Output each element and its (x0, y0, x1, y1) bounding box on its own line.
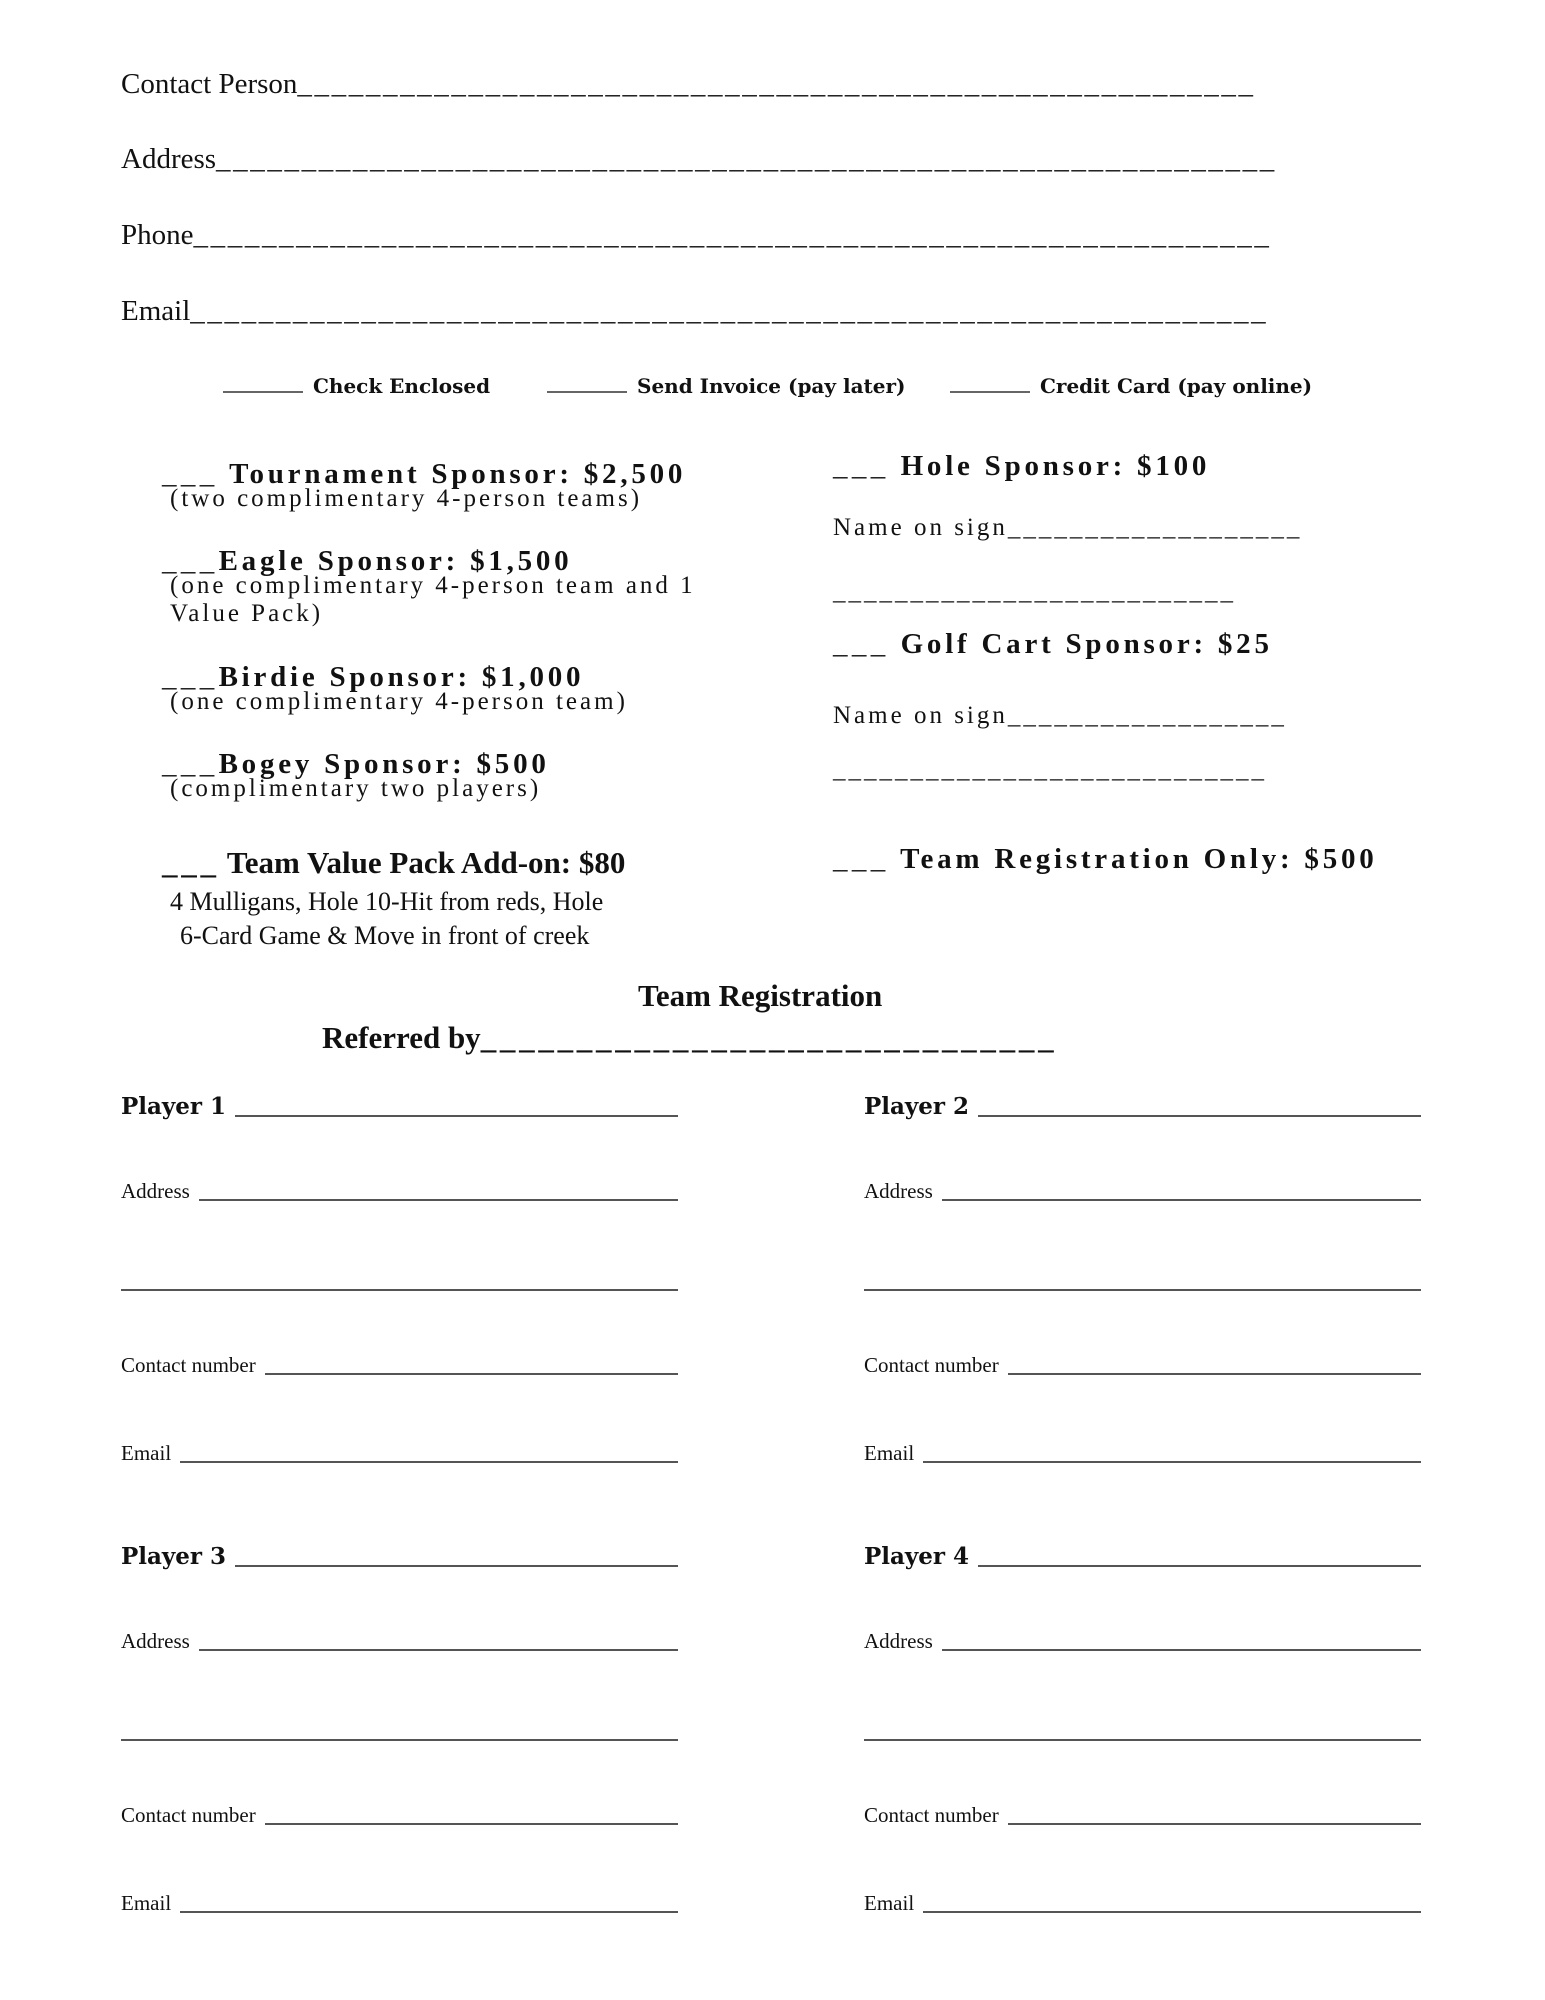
player-3-address-field[interactable] (121, 1628, 678, 1654)
sponsor-hole-blank[interactable]: ___ (833, 450, 890, 482)
contact-person-field[interactable] (121, 68, 1256, 101)
payment-option-credit-card[interactable] (950, 374, 1312, 398)
value-pack-title[interactable] (162, 845, 625, 881)
hole-name-on-sign-field[interactable] (833, 514, 1302, 542)
player-4-contact-label: Contact number (864, 1803, 999, 1827)
player-3-name-line[interactable] (235, 1565, 678, 1567)
sponsor-birdie-label: Birdie Sponsor: $1,000 (218, 661, 585, 693)
referred-by-blank[interactable]: ______________________________ (480, 1020, 1058, 1055)
phone-field[interactable] (121, 219, 1271, 252)
payment-option-invoice[interactable] (547, 374, 906, 398)
sponsor-eagle-desc-line2: Value Pack) (170, 600, 324, 627)
player-3-address-line[interactable] (199, 1649, 678, 1651)
player-3-contact-label: Contact number (121, 1803, 256, 1827)
player-2-contact-line[interactable] (1008, 1373, 1421, 1375)
golf-cart-sign-blank[interactable]: __________________ (1007, 702, 1287, 729)
sponsor-eagle-label: Eagle Sponsor: $1,500 (218, 545, 573, 577)
referred-by-field[interactable] (322, 1020, 1057, 1056)
player-2-address-line-2[interactable] (864, 1289, 1421, 1291)
player-3-contact-field[interactable] (121, 1802, 678, 1828)
sponsor-golf-cart-label: Golf Cart Sponsor: $25 (900, 628, 1273, 660)
player-2-label: Player 2 (864, 1093, 970, 1120)
sponsor-bogey-desc: (complimentary two players) (170, 775, 542, 802)
player-4-email-field[interactable] (864, 1890, 1421, 1916)
player-1-address-line-2[interactable] (121, 1289, 678, 1291)
payment-check-blank[interactable] (223, 391, 303, 393)
address-blank[interactable]: ______________________________________________________________ (216, 143, 1277, 175)
value-pack-desc-line1: 4 Mulligans, Hole 10-Hit from reds, Hole (170, 887, 604, 916)
player-2-block (864, 1090, 1421, 1466)
player-1-contact-label: Contact number (121, 1353, 256, 1377)
player-3-contact-line[interactable] (265, 1823, 678, 1825)
player-2-email-field[interactable] (864, 1440, 1421, 1466)
player-2-contact-label: Contact number (864, 1353, 999, 1377)
phone-label: Phone (121, 219, 194, 251)
player-3-label: Player 3 (121, 1543, 227, 1570)
sponsor-bogey-label: Bogey Sponsor: $500 (218, 748, 550, 780)
player-3-address-label: Address (121, 1629, 190, 1653)
player-4-contact-field[interactable] (864, 1802, 1421, 1828)
player-2-contact-field[interactable] (864, 1352, 1421, 1378)
player-2-email-line[interactable] (923, 1461, 1421, 1463)
team-registration-only-title[interactable] (833, 843, 1378, 876)
team-registration-heading: Team Registration (638, 978, 883, 1013)
player-1-contact-line[interactable] (265, 1373, 678, 1375)
player-2-address-field[interactable] (864, 1178, 1421, 1204)
payment-option-check[interactable] (223, 374, 490, 398)
email-field[interactable] (121, 295, 1268, 328)
player-3-email-field[interactable] (121, 1890, 678, 1916)
sponsor-birdie-desc: (one complimentary 4-person team) (170, 688, 628, 715)
payment-check-label: Check Enclosed (313, 374, 491, 398)
sponsor-tournament-blank[interactable]: ___ (162, 458, 219, 490)
payment-credit-blank[interactable] (950, 391, 1030, 393)
sponsor-tournament-label: Tournament Sponsor: $2,500 (229, 458, 687, 490)
player-4-address-line-2[interactable] (864, 1739, 1421, 1741)
contact-person-label: Contact Person (121, 68, 298, 100)
contact-person-blank[interactable]: ________________________________________________________ (297, 68, 1256, 100)
sponsor-eagle-blank[interactable]: ___ (162, 545, 219, 577)
address-field[interactable] (121, 143, 1277, 176)
player-4-email-label: Email (864, 1891, 915, 1915)
hole-sign-label: Name on sign (833, 514, 1008, 541)
sponsor-birdie-blank[interactable]: ___ (162, 661, 219, 693)
player-4-address-label: Address (864, 1629, 933, 1653)
player-1-address-field[interactable] (121, 1178, 678, 1204)
player-2-address-label: Address (864, 1179, 933, 1203)
value-pack-label: Team Value Pack Add-on: $80 (226, 845, 626, 880)
sponsor-golf-cart-blank[interactable]: ___ (833, 628, 890, 660)
player-3-block (121, 1540, 678, 1916)
payment-invoice-blank[interactable] (547, 391, 627, 393)
player-4-name-line[interactable] (978, 1565, 1421, 1567)
player-2-address-line[interactable] (942, 1199, 1421, 1201)
phone-blank[interactable]: _______________________________________________________________ (193, 219, 1272, 251)
sponsor-bogey (162, 748, 550, 803)
value-pack-blank[interactable]: ___ (162, 845, 220, 880)
player-1-email-field[interactable] (121, 1440, 678, 1466)
player-4-block (864, 1540, 1421, 1916)
player-1-contact-field[interactable] (121, 1352, 678, 1378)
sponsor-tournament-desc: (two complimentary 4-person teams) (170, 485, 643, 512)
sponsor-birdie (162, 661, 628, 716)
sponsor-eagle-desc-line1: (one complimentary 4-person team and 1 (170, 572, 696, 599)
address-label: Address (121, 143, 217, 175)
player-3-address-line-2[interactable] (121, 1739, 678, 1741)
player-4-email-line[interactable] (923, 1911, 1421, 1913)
sponsor-hole-title[interactable] (833, 450, 1210, 483)
sponsor-golf-cart-title[interactable] (833, 628, 1273, 661)
player-1-email-label: Email (121, 1441, 172, 1465)
player-3-email-label: Email (121, 1891, 172, 1915)
email-blank[interactable]: _______________________________________________________________ (190, 295, 1269, 327)
player-1-address-label: Address (121, 1179, 190, 1203)
sponsor-hole-label: Hole Sponsor: $100 (900, 450, 1211, 482)
payment-invoice-label: Send Invoice (pay later) (637, 374, 906, 398)
payment-credit-label: Credit Card (pay online) (1040, 374, 1313, 398)
sponsor-tournament (162, 458, 686, 513)
player-1-block (121, 1090, 678, 1466)
player-2-name-line[interactable] (978, 1115, 1421, 1117)
hole-sign-blank[interactable]: ___________________ (1007, 514, 1303, 541)
player-2-name-field[interactable] (864, 1090, 1421, 1120)
golf-cart-name-on-sign-field[interactable] (833, 702, 1287, 730)
sponsor-bogey-blank[interactable]: ___ (162, 748, 219, 780)
player-1-email-line[interactable] (180, 1461, 678, 1463)
player-1-label: Player 1 (121, 1093, 227, 1120)
value-pack-addon (162, 845, 625, 953)
player-4-address-field[interactable] (864, 1628, 1421, 1654)
player-1-name-line[interactable] (235, 1115, 678, 1117)
player-4-name-field[interactable] (864, 1540, 1421, 1570)
player-3-email-line[interactable] (180, 1911, 678, 1913)
hole-sign-extra-blank[interactable]: __________________________ (833, 578, 1236, 605)
referred-by-label: Referred by (322, 1020, 481, 1055)
player-4-label: Player 4 (864, 1543, 970, 1570)
player-4-contact-line[interactable] (1008, 1823, 1421, 1825)
player-1-name-field[interactable] (121, 1090, 678, 1120)
player-4-address-line[interactable] (942, 1649, 1421, 1651)
player-1-address-line[interactable] (199, 1199, 678, 1201)
value-pack-desc-line2: 6-Card Game & Move in front of creek (180, 921, 590, 950)
team-only-label: Team Registration Only: $500 (900, 843, 1378, 875)
email-label: Email (121, 295, 191, 327)
golf-cart-sign-label: Name on sign (833, 702, 1008, 729)
player-2-email-label: Email (864, 1441, 915, 1465)
team-only-blank[interactable]: ___ (833, 843, 890, 875)
sponsor-eagle (162, 545, 696, 628)
golf-cart-sign-extra-blank[interactable]: ____________________________ (833, 756, 1267, 783)
player-3-name-field[interactable] (121, 1540, 678, 1570)
